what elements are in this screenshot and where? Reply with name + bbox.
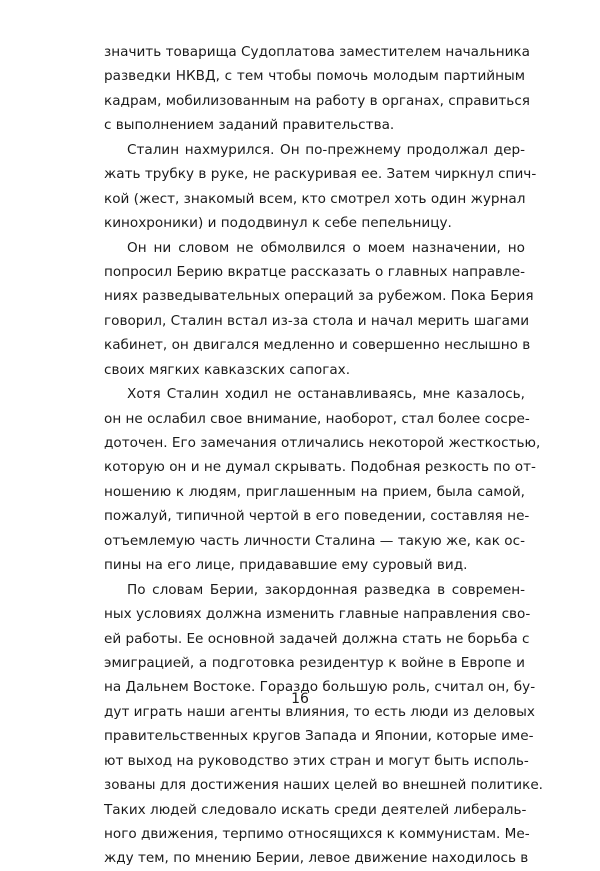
text-line: разведки НКВД, с тем чтобы помочь молодым партийным (104, 68, 525, 85)
text-line: на Дальнем Востоке. Гораздо большую роль, считал он, бу- (104, 679, 536, 696)
paragraph (104, 578, 544, 871)
text-line: правительственных кругов Запада и Японии, которые име- (104, 728, 534, 745)
text-line: зованы для достижения наших целей во внешней политике. (104, 777, 544, 794)
text-line: он не ослабил свое внимание, наоборот, стал более сосре- (104, 410, 530, 427)
text-line: попросил Берию вкратце рассказать о главных направле- (104, 263, 525, 280)
text-line: Сталин нахмурился. Он по-прежнему продолжал дер- (127, 141, 525, 158)
text-line: значить товарища Судоплатова заместителем начальника (104, 44, 530, 60)
text-line: говорил, Сталин встал из-за стола и начал мерить шагами (104, 312, 530, 329)
text-line: с выполнением заданий правительства. (104, 117, 395, 134)
text-line: кадрам, мобилизованным на работу в органах, справиться (104, 92, 530, 109)
page-number: 16 (291, 691, 309, 707)
text-line: пины на его лице, придававшие ему суровый вид. (104, 557, 468, 574)
text-line: пожалуй, типичной чертой в его поведении, составляя не- (104, 508, 530, 525)
text-line: ниях разведывательных операций за рубежом. Пока Берия (104, 288, 534, 305)
text-line: Таких людей следовало искать среди деятелей либераль- (104, 801, 527, 818)
text-line: Он ни словом не обмолвился о моем назначении, но (127, 239, 525, 256)
body-text (104, 40, 544, 871)
text-line: ей работы. Ее основной задачей должна стать не борьба с (104, 630, 530, 647)
text-line: ного движения, терпимо относящихся к коммунистам. Ме- (104, 826, 530, 842)
text-line: отъемлемую часть личности Сталина — такую же, как ос- (104, 532, 525, 549)
text-line: доточен. Его замечания отличались некоторой жесткостью, (104, 435, 541, 451)
text-line: жать трубку в руке, не раскуривая ее. Затем чиркнул спич- (104, 166, 537, 183)
text-line: жду тем, по мнению Берии, левое движение находилось в (104, 850, 529, 867)
paragraph (104, 382, 541, 578)
text-line: По словам Берии, закордонная разведка в современ- (127, 581, 525, 598)
text-line: своих мягких кавказских сапогах. (104, 361, 351, 378)
text-line: ных условиях должна изменить главные направления сво- (104, 606, 531, 623)
text-line: эмиграцией, а подготовка резидентур к войне в Европе и (104, 654, 525, 671)
text-line: кинохроники) и пододвинул к себе пепельницу. (104, 215, 452, 232)
paragraph (104, 236, 534, 383)
paragraph (104, 40, 530, 138)
text-line: дут играть наши агенты влияния, то есть люди из деловых (104, 703, 535, 720)
text-line: Хотя Сталин ходил не останавливаясь, мне казалось, (127, 386, 525, 403)
text-line: которую он и не думал скрывать. Подобная резкость по от- (104, 459, 536, 476)
text-line: ют выход на руководство этих стран и могут быть исполь- (104, 752, 529, 769)
text-line: ношению к людям, приглашенным на прием, была самой, (104, 483, 525, 500)
text-line: кой (жест, знакомый всем, кто смотрел хоть один журнал (104, 190, 526, 207)
text-line: кабинет, он двигался медленно и совершенно неслышно в (104, 337, 531, 354)
paragraph (104, 138, 537, 236)
